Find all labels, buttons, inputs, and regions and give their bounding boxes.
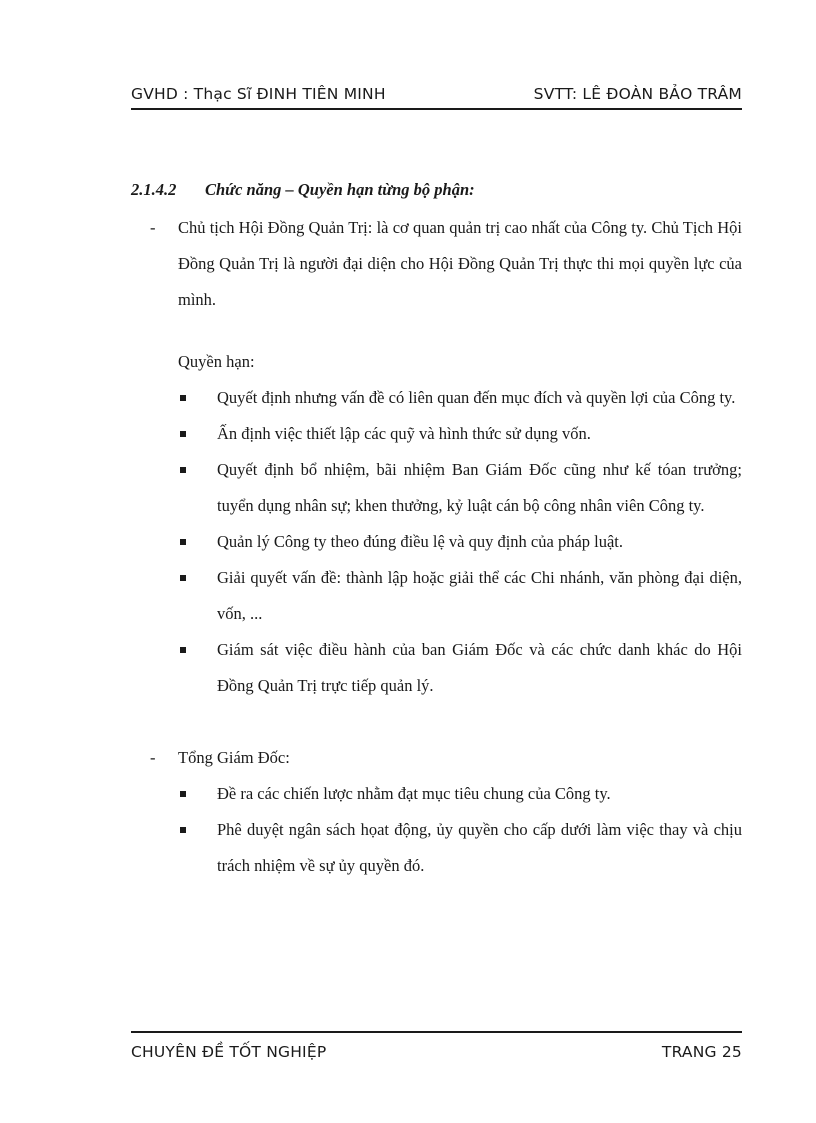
- chairman-paragraph: [131, 210, 742, 318]
- chairman-text: Chủ tịch Hội Đồng Quản Trị: là cơ quan quản trị cao nhất của Công ty. Chủ Tịch Hội Đồng Quản Trị là người đại diện cho Hội Đồng Quản Trị thực thi mọi quyền lực của mình.: [178, 218, 742, 309]
- powers-heading: Quyền hạn:: [178, 352, 255, 371]
- page-body: [131, 172, 742, 884]
- footer-title: CHUYÊN ĐỀ TỐT NGHIỆP: [131, 1043, 327, 1061]
- square-bullet-icon: [180, 395, 186, 401]
- dash-marker: -: [150, 748, 156, 767]
- list-item: Quyết định bổ nhiệm, bãi nhiệm Ban Giám Đốc cũng như kế tóan trưởng; tuyển dụng nhân sự; khen thưởng, kỷ luật cán bộ công nhân viên Công ty.: [131, 452, 742, 524]
- square-bullet-icon: [180, 647, 186, 653]
- list-item: Phê duyệt ngân sách họat động, ủy quyền cho cấp dưới làm việc thay và chịu trách nhiệm về sự ủy quyền đó.: [131, 812, 742, 884]
- section-heading: [131, 172, 742, 208]
- square-bullet-icon: [180, 431, 186, 437]
- section-title: Chức năng – Quyền hạn từng bộ phận:: [205, 180, 475, 199]
- square-bullet-icon: [180, 539, 186, 545]
- square-bullet-icon: [180, 467, 186, 473]
- director-text: Tổng Giám Đốc:: [178, 748, 290, 767]
- powers-list: [131, 380, 742, 704]
- list-item: Ấn định việc thiết lập các quỹ và hình thức sử dụng vốn.: [131, 416, 742, 452]
- page-footer: [131, 1031, 742, 1063]
- section-number: 2.1.4.2: [131, 180, 177, 199]
- square-bullet-icon: [180, 827, 186, 833]
- dash-marker: -: [150, 218, 156, 237]
- director-paragraph: [131, 740, 742, 776]
- list-item: Giám sát việc điều hành của ban Giám Đốc và các chức danh khác do Hội Đồng Quản Trị trực tiếp quản lý.: [131, 632, 742, 704]
- page-number: TRANG 25: [661, 1043, 742, 1061]
- header-advisor: GVHD : Thạc Sĩ ĐINH TIÊN MINH: [131, 85, 386, 103]
- square-bullet-icon: [180, 791, 186, 797]
- list-item: Giải quyết vấn đề: thành lập hoặc giải thể các Chi nhánh, văn phòng đại diện, vốn, ...: [131, 560, 742, 632]
- page-header: [131, 82, 742, 110]
- list-item: Đề ra các chiến lược nhằm đạt mục tiêu chung của Công ty.: [131, 776, 742, 812]
- square-bullet-icon: [180, 575, 186, 581]
- header-student: SVTT: LÊ ĐOÀN BẢO TRÂM: [533, 85, 742, 103]
- list-item: Quyết định nhưng vấn đề có liên quan đến mục đích và quyền lợi của Công ty.: [131, 380, 742, 416]
- list-item: Quản lý Công ty theo đúng điều lệ và quy định của pháp luật.: [131, 524, 742, 560]
- director-duties-list: [131, 776, 742, 884]
